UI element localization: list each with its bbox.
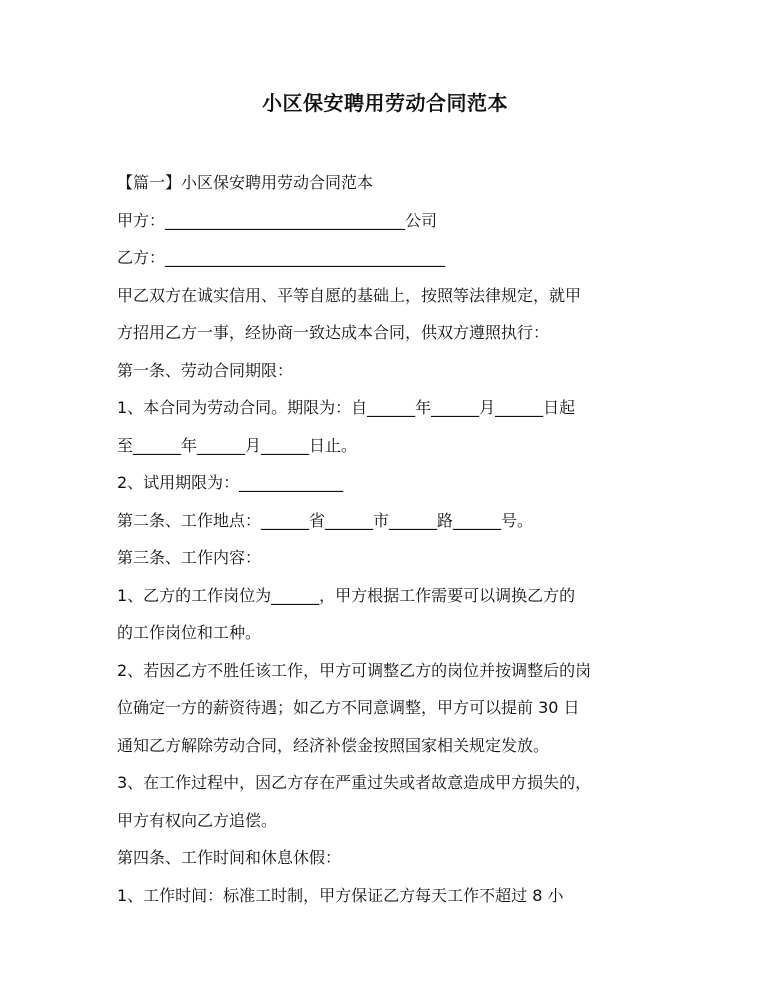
body-line: 3、在工作过程中，因乙方存在严重过失或者故意造成甲方损失的， bbox=[117, 773, 592, 792]
document-title: 小区保安聘用劳动合同范本 bbox=[262, 91, 508, 115]
body-line: 至______年______月______日止。 bbox=[117, 435, 358, 455]
body-line: 甲乙双方在诚实信用、平等自愿的基础上，按照等法律规定，就甲 bbox=[117, 285, 582, 305]
body-line: 1、工作时间：标准工时制，甲方保证乙方每天工作不超过 8 小 bbox=[117, 885, 564, 905]
body-line: 甲方有权向乙方追偿。 bbox=[117, 810, 278, 830]
body-line: 1、乙方的工作岗位为______，甲方根据工作需要可以调换乙方的 bbox=[117, 585, 576, 605]
section-heading: 【篇一】小区保安聘用劳动合同范本 bbox=[117, 173, 374, 192]
article-heading: 第一条、劳动合同期限： bbox=[117, 360, 294, 380]
article-heading: 第四条、工作时间和休息休假： bbox=[117, 848, 342, 867]
party-b-line: 乙方：___________________________________ bbox=[117, 248, 446, 267]
body-line: 1、本合同为劳动合同。期限为：自______年______月______日起 bbox=[117, 398, 576, 417]
body-line: 2、试用期限为：_____________ bbox=[117, 473, 344, 492]
party-a-line: 甲方：______________________________公司 bbox=[117, 210, 438, 230]
body-line: 通知乙方解除劳动合同，经济补偿金按照国家相关规定发放。 bbox=[117, 735, 550, 755]
body-line: 方招用乙方一事，经协商一致达成本合同，供双方遵照执行： bbox=[117, 323, 550, 342]
body-line: 位确定一方的薪资待遇；如乙方不同意调整，甲方可以提前 30 日 bbox=[117, 698, 580, 717]
document-body bbox=[117, 164, 667, 914]
article-heading: 第二条、工作地点：______省______市______路______号。 bbox=[117, 510, 534, 530]
article-heading: 第三条、工作内容： bbox=[117, 548, 262, 567]
body-line: 2、若因乙方不胜任该工作，甲方可调整乙方的岗位并按调整后的岗 bbox=[117, 660, 592, 680]
body-line: 的工作岗位和工种。 bbox=[117, 623, 262, 642]
